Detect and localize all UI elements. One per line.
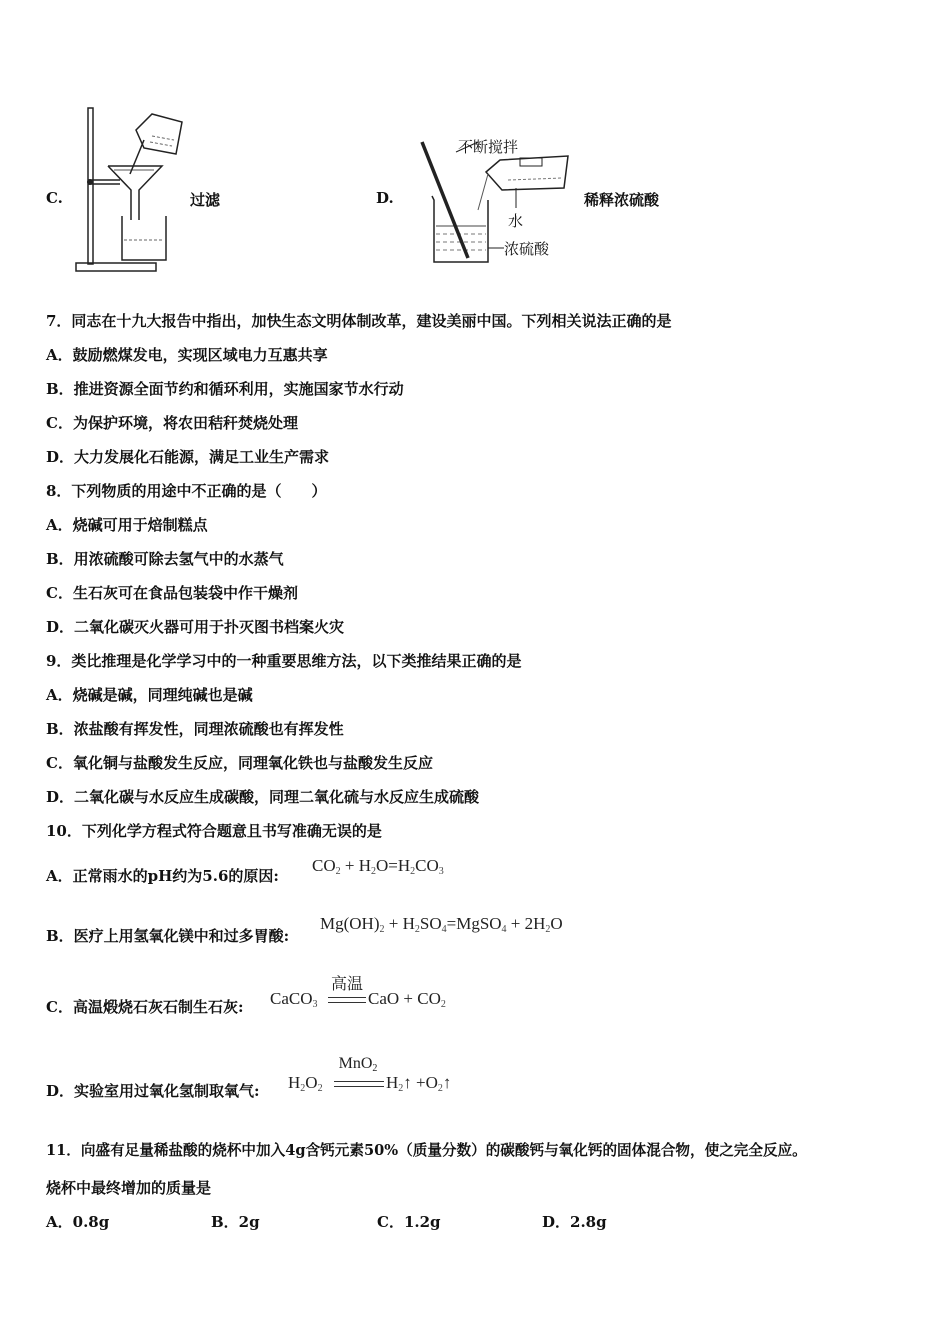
- q6-d-label: 稀释浓硫酸: [584, 191, 660, 209]
- q11-choice-d: D．2.8g: [542, 1213, 607, 1231]
- q10-c-reactant: CaCO$_3$: [270, 989, 318, 1010]
- q6-option-d: [376, 130, 706, 270]
- q11-choice-c: C．1.2g: [377, 1213, 441, 1231]
- q10-option-d: [46, 1081, 260, 1101]
- q10-b-text: B．医疗上用氢氧化镁中和过多胃酸:: [46, 927, 290, 945]
- q6-d-letter: D.: [376, 189, 394, 207]
- q10-d-equals-bar: [334, 1081, 384, 1087]
- q8-option-d: D．二氧化碳灭火器可用于扑灭图书档案火灾: [46, 618, 345, 636]
- q10-d-products: $H_2↑$ $+O_2↑$: [386, 1073, 452, 1094]
- q10-d-condition: [332, 1055, 384, 1074]
- q10-d-reactant: $H_2O_2$: [288, 1073, 323, 1094]
- q11-stem-line2: 烧杯中最终增加的质量是: [46, 1179, 212, 1197]
- q7-option-b: B．推进资源全面节约和循环利用，实施国家节水行动: [46, 380, 404, 398]
- q10-stem: 10．下列化学方程式符合题意且书写准确无误的是: [46, 822, 382, 840]
- q7-option-a: A．鼓励燃煤发电，实现区域电力互惠共享: [46, 346, 328, 364]
- q6-c-label: 过滤: [190, 191, 221, 209]
- q11-choice-a: A．0.8g: [46, 1213, 110, 1231]
- annot-stir: 不断搅拌: [458, 138, 519, 156]
- q10-b-equation: $Mg(OH)_2$ + $H_2SO_4=MgSO_4 + 2H_2O$: [320, 914, 563, 935]
- q10-a-text: A．正常雨水的pH约为5.6的原因:: [46, 867, 279, 885]
- q10-option-b: [46, 926, 289, 946]
- q10-c-text: C．高温煅烧石灰石制生石灰:: [46, 998, 244, 1016]
- annot-conc-acid: 浓硫酸: [504, 240, 550, 258]
- q10-a-equation: $CO_2 + H_2O=H_2CO_3$: [312, 856, 444, 877]
- filtration-apparatus-figure: [74, 100, 194, 278]
- q8-option-b: B．用浓硫酸可除去氢气中的水蒸气: [46, 550, 284, 568]
- q10-option-c: [46, 997, 243, 1017]
- q10-d-text: D．实验室用过氧化氢制取氧气:: [46, 1082, 260, 1100]
- q10-d-condition-main: MnO: [338, 1055, 373, 1072]
- q7-option-c: C．为保护环境，将农田秸秆焚烧处理: [46, 414, 298, 432]
- q7-stem: 7．同志在十九大报告中指出，加快生态文明体制改革，建设美丽中国。下列相关说法正确的是: [46, 312, 672, 330]
- q8-option-c: C．生石灰可在食品包装袋中作干燥剂: [46, 584, 298, 602]
- q11-stem-line1: 11．向盛有足量稀盐酸的烧杯中加入4g含钙元素50%（质量分数）的碳酸钙与氧化钙的固体混合物，使之完全反应。: [46, 1142, 807, 1159]
- q9-option-b: B．浓盐酸有挥发性，同理浓硫酸也有挥发性: [46, 720, 344, 738]
- annot-water: 水: [508, 212, 524, 230]
- q9-stem: 9．类比推理是化学学习中的一种重要思维方法，以下类推结果正确的是: [46, 652, 522, 670]
- q7-option-d: D．大力发展化石能源，满足工业生产需求: [46, 448, 330, 466]
- q10-c-equals-bar: [328, 997, 366, 1003]
- q10-c-products: CaO + $CO_2$: [368, 989, 446, 1010]
- q10-d-condition-sub: 2: [372, 1063, 378, 1074]
- q11-choice-b: B．2g: [211, 1213, 260, 1231]
- dilute-sulfuric-acid-figure: [416, 130, 576, 270]
- q8-stem: 8．下列物质的用途中不正确的是（ ）: [46, 482, 327, 500]
- q9-option-d: D．二氧化碳与水反应生成碳酸，同理二氧化硫与水反应生成硫酸: [46, 788, 480, 806]
- q10-c-condition: 高温: [330, 976, 363, 993]
- q10-option-a: [46, 866, 279, 886]
- q6-c-letter: C.: [46, 189, 63, 207]
- q9-option-a: A．烧碱是碱，同理纯碱也是碱: [46, 686, 253, 704]
- q8-option-a: A．烧碱可用于焙制糕点: [46, 516, 208, 534]
- q9-option-c: C．氧化铜与盐酸发生反应，同理氧化铁也与盐酸发生反应: [46, 754, 433, 772]
- q6-option-c: [46, 100, 376, 280]
